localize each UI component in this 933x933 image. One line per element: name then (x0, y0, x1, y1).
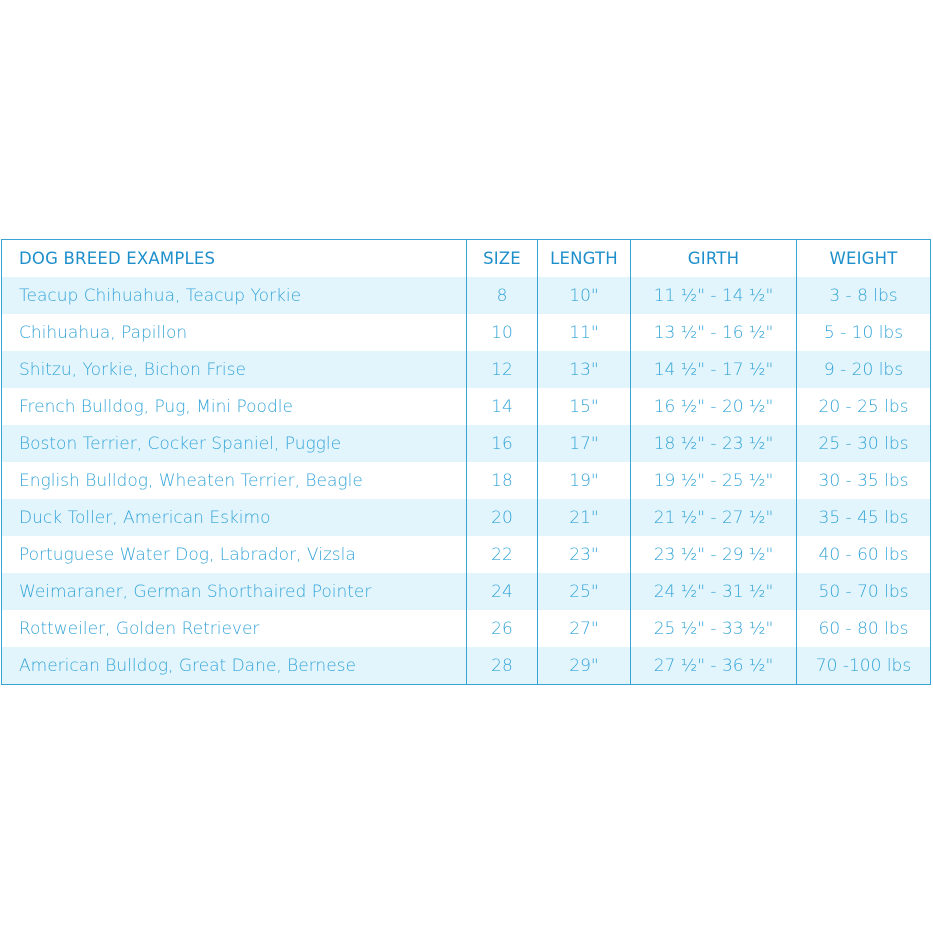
girth-cell: 13 ½" - 16 ½" (631, 314, 797, 351)
table-header (2, 240, 931, 278)
size-cell: 28 (467, 647, 538, 685)
girth-cell: 24 ½" - 31 ½" (631, 573, 797, 610)
table-row (2, 388, 931, 425)
size-chart-table (1, 239, 931, 685)
length-cell: 29" (538, 647, 631, 685)
table-row (2, 499, 931, 536)
length-cell: 15" (538, 388, 631, 425)
girth-cell: 21 ½" - 27 ½" (631, 499, 797, 536)
length-cell: 13" (538, 351, 631, 388)
header-row (2, 240, 931, 278)
weight-cell: 60 - 80 lbs (797, 610, 931, 647)
girth-cell: 18 ½" - 23 ½" (631, 425, 797, 462)
table-row (2, 462, 931, 499)
breed-cell: Duck Toller, American Eskimo (2, 499, 467, 536)
breed-cell: Boston Terrier, Cocker Spaniel, Puggle (2, 425, 467, 462)
header-girth: GIRTH (631, 240, 797, 278)
size-cell: 14 (467, 388, 538, 425)
girth-cell: 25 ½" - 33 ½" (631, 610, 797, 647)
length-cell: 25" (538, 573, 631, 610)
weight-cell: 20 - 25 lbs (797, 388, 931, 425)
girth-cell: 19 ½" - 25 ½" (631, 462, 797, 499)
table-body (2, 277, 931, 685)
girth-cell: 23 ½" - 29 ½" (631, 536, 797, 573)
length-cell: 23" (538, 536, 631, 573)
size-cell: 12 (467, 351, 538, 388)
table-row (2, 351, 931, 388)
length-cell: 10" (538, 277, 631, 314)
breed-cell: Portuguese Water Dog, Labrador, Vizsla (2, 536, 467, 573)
breed-cell: Weimaraner, German Shorthaired Pointer (2, 573, 467, 610)
size-cell: 8 (467, 277, 538, 314)
size-cell: 24 (467, 573, 538, 610)
weight-cell: 35 - 45 lbs (797, 499, 931, 536)
table-row (2, 536, 931, 573)
table-row (2, 573, 931, 610)
girth-cell: 14 ½" - 17 ½" (631, 351, 797, 388)
header-length: LENGTH (538, 240, 631, 278)
breed-cell: English Bulldog, Wheaten Terrier, Beagle (2, 462, 467, 499)
breed-cell: Chihuahua, Papillon (2, 314, 467, 351)
length-cell: 11" (538, 314, 631, 351)
size-cell: 10 (467, 314, 538, 351)
table-row (2, 314, 931, 351)
girth-cell: 11 ½" - 14 ½" (631, 277, 797, 314)
header-weight: WEIGHT (797, 240, 931, 278)
table-row (2, 277, 931, 314)
girth-cell: 16 ½" - 20 ½" (631, 388, 797, 425)
size-cell: 22 (467, 536, 538, 573)
breed-cell: American Bulldog, Great Dane, Bernese (2, 647, 467, 685)
length-cell: 27" (538, 610, 631, 647)
size-cell: 20 (467, 499, 538, 536)
length-cell: 17" (538, 425, 631, 462)
breed-cell: Rottweiler, Golden Retriever (2, 610, 467, 647)
length-cell: 19" (538, 462, 631, 499)
table-row (2, 610, 931, 647)
girth-cell: 27 ½" - 36 ½" (631, 647, 797, 685)
weight-cell: 30 - 35 lbs (797, 462, 931, 499)
weight-cell: 40 - 60 lbs (797, 536, 931, 573)
breed-cell: French Bulldog, Pug, Mini Poodle (2, 388, 467, 425)
weight-cell: 25 - 30 lbs (797, 425, 931, 462)
header-size: SIZE (467, 240, 538, 278)
header-breed: DOG BREED EXAMPLES (19, 249, 216, 268)
weight-cell: 50 - 70 lbs (797, 573, 931, 610)
size-cell: 26 (467, 610, 538, 647)
weight-cell: 5 - 10 lbs (797, 314, 931, 351)
weight-cell: 70 -100 lbs (797, 647, 931, 685)
size-cell: 18 (467, 462, 538, 499)
weight-cell: 3 - 8 lbs (797, 277, 931, 314)
length-cell: 21" (538, 499, 631, 536)
size-cell: 16 (467, 425, 538, 462)
breed-cell: Shitzu, Yorkie, Bichon Frise (2, 351, 467, 388)
table-row (2, 425, 931, 462)
weight-cell: 9 - 20 lbs (797, 351, 931, 388)
table-row (2, 647, 931, 685)
breed-cell: Teacup Chihuahua, Teacup Yorkie (2, 277, 467, 314)
